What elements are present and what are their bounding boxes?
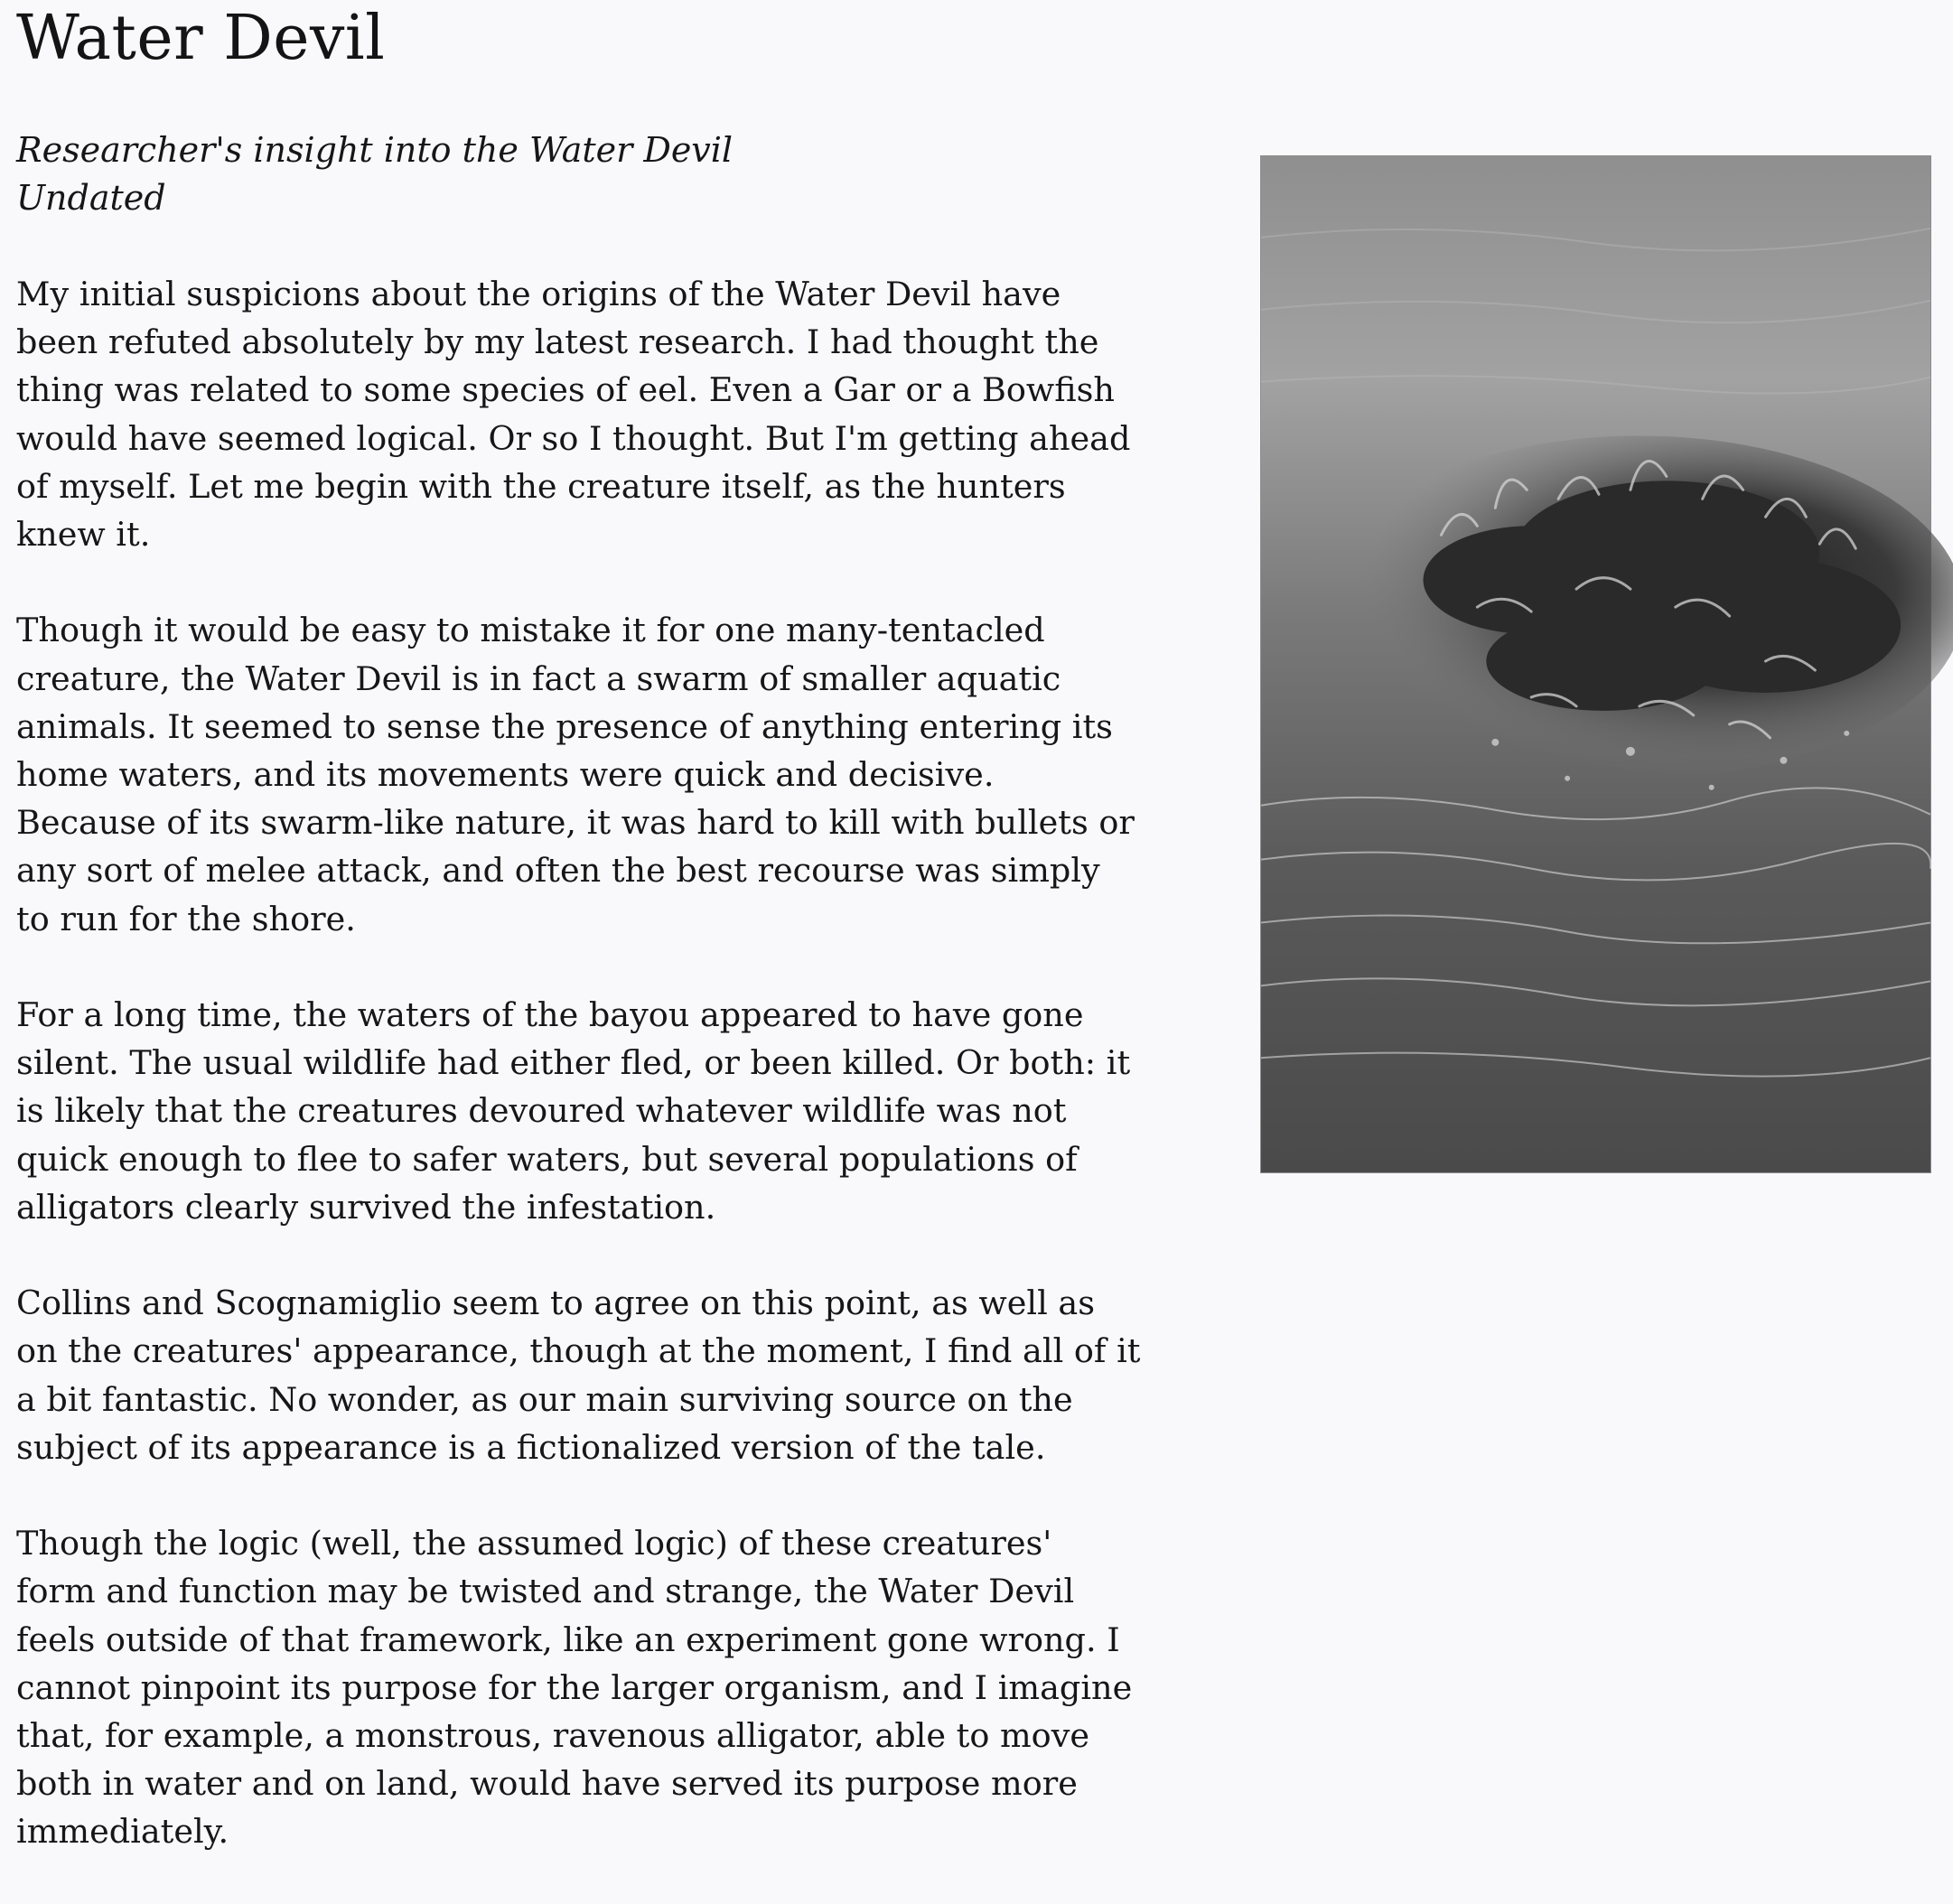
water-devil-swarm-photo-icon xyxy=(1261,156,1930,1172)
paragraph-3: For a long time, the waters of the bayou appeared to have gone silent. The usual wildlife had either fled, or been killed. Or both: it is likely that the creatures devoured whatever wildlife was not quick enough to flee to safer waters, but several populations of alligators clearly survived the infestation. xyxy=(16,995,1131,1227)
article-column xyxy=(16,126,1141,1904)
article-date: Undated xyxy=(16,178,166,218)
article-meta xyxy=(16,126,1141,222)
article-subtitle: Researcher's insight into the Water Devil xyxy=(16,130,734,170)
page-title: Water Devil xyxy=(16,3,386,74)
paragraph-2: Though it would be easy to mistake it for one many-tentacled creature, the Water Devil is in fact a swarm of smaller aquatic animals. It seemed to sense the presence of anything entering its home waters, and its movements were quick and decisive. Because of its swarm-like nature, it was hard to kill with bullets or any sort of melee attack, and often the best recourse was simply to run for the shore. xyxy=(16,611,1135,938)
paragraph-5: Though the logic (well, the assumed logic) of these creatures' form and function may be twisted and strange, the Water Devil feels outside of that framework, like an experiment gone wrong. I cannot pinpoint its purpose for the larger organism, and I imagine that, for example, a monstrous, ravenous alligator, able to move both in water and on land, would have served its purpose more immediately. xyxy=(16,1524,1133,1852)
water-devil-photo xyxy=(1260,155,1931,1173)
paragraph-1: My initial suspicions about the origins of the Water Devil have been refuted absolutely by my latest research. I had thought the thing was related to some species of eel. Even a Gar or a Bowfish would have seemed logical. Or so I thought. But I'm getting ahead of myself. Let me begin with the creature itself, as the hunters knew it. xyxy=(16,275,1131,555)
paragraph-4: Collins and Scognamiglio seem to agree on this point, as well as on the creatures' appearance, though at the moment, I find all of it a bit fantastic. No wonder, as our main surviving source on the subject of its appearance is a fictionalized version of the tale. xyxy=(16,1283,1141,1467)
